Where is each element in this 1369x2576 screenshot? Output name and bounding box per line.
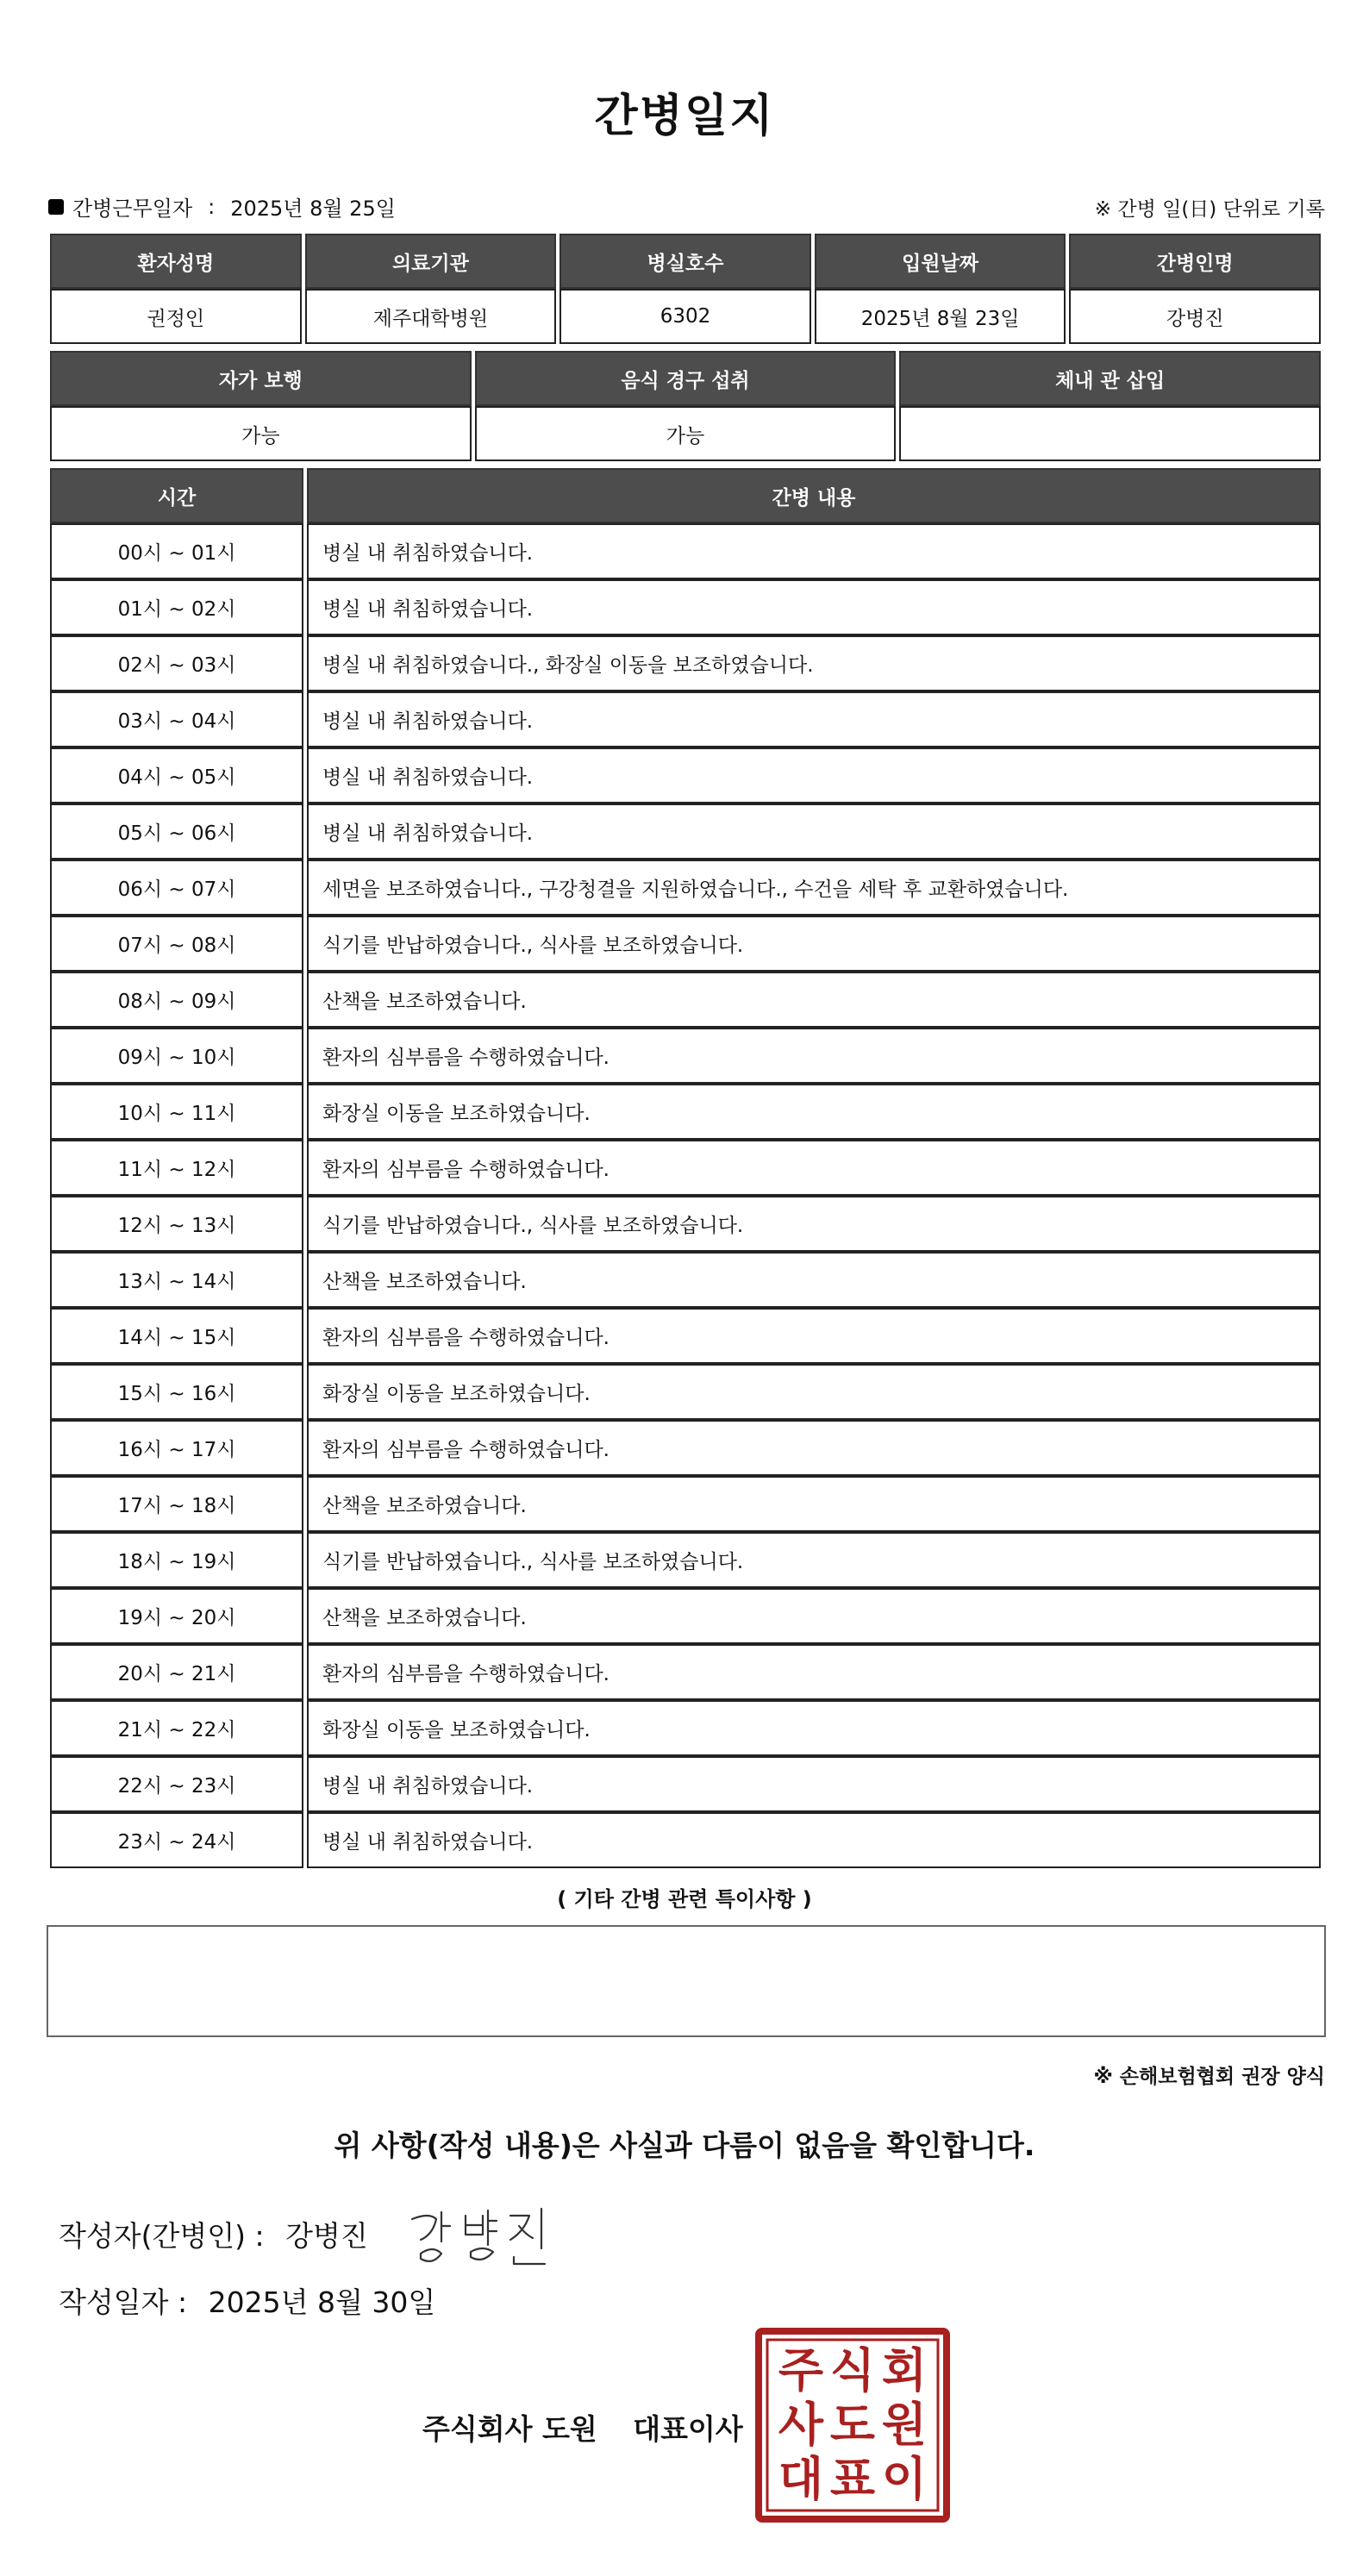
company-line — [422, 2407, 743, 2448]
handwritten-signature — [403, 2200, 559, 2269]
tube-insertion-value — [899, 406, 1321, 461]
work-date-separator: : — [208, 194, 216, 219]
log-content: 병실 내 취침하였습니다., 화장실 이동을 보조하였습니다. — [307, 635, 1321, 691]
log-time: 06시 ~ 07시 — [50, 860, 303, 916]
document-title: 간병일지 — [594, 91, 775, 142]
room-number: 6302 — [559, 289, 811, 344]
remarks-title: ( 기타 간병 관련 특이사항 ) — [557, 1887, 812, 1911]
caregiver-name: 강병진 — [1069, 289, 1321, 344]
admission-date: 2025년 8월 23일 — [815, 289, 1066, 344]
log-time: 00시 ~ 01시 — [50, 523, 303, 579]
table-row — [50, 803, 1321, 860]
patient-status-table — [47, 351, 1324, 461]
log-time: 08시 ~ 09시 — [50, 972, 303, 1028]
log-content: 병실 내 취침하였습니다. — [307, 747, 1321, 803]
log-content: 산책을 보조하였습니다. — [307, 972, 1321, 1028]
company-seal-stamp — [755, 2328, 950, 2523]
log-content: 환자의 심부름을 수행하였습니다. — [307, 1140, 1321, 1196]
table-row — [50, 1812, 1321, 1868]
table-row — [50, 1756, 1321, 1812]
header-patient-name: 환자성명 — [50, 234, 302, 289]
writer-label: 작성자(간병인) : — [59, 2219, 265, 2253]
table-row — [50, 1084, 1321, 1140]
log-content: 환자의 심부름을 수행하였습니다. — [307, 1420, 1321, 1476]
patient-name: 권정인 — [50, 289, 302, 344]
table-row — [50, 579, 1321, 635]
log-content: 산책을 보조하였습니다. — [307, 1588, 1321, 1644]
log-content: 식기를 반납하였습니다., 식사를 보조하였습니다. — [307, 1196, 1321, 1252]
writer-line — [59, 2214, 368, 2254]
table-row — [50, 1588, 1321, 1644]
log-content: 화장실 이동을 보조하였습니다. — [307, 1364, 1321, 1420]
log-time: 16시 ~ 17시 — [50, 1420, 303, 1476]
header-care-content: 간병 내용 — [307, 468, 1321, 523]
company-name: 주식회사 도원 — [422, 2412, 597, 2446]
log-time: 17시 ~ 18시 — [50, 1476, 303, 1532]
log-time: 20시 ~ 21시 — [50, 1644, 303, 1700]
log-content: 병실 내 취침하였습니다. — [307, 803, 1321, 860]
seal-character: 회 — [881, 2343, 928, 2398]
table-header-row — [50, 351, 1321, 406]
care-log-table — [47, 468, 1324, 1868]
written-date-value: 2025년 8월 30일 — [208, 2285, 436, 2319]
log-time: 12시 ~ 13시 — [50, 1196, 303, 1252]
seal-character: 표 — [829, 2452, 876, 2506]
written-date-label: 작성일자 : — [59, 2285, 188, 2319]
log-content: 산책을 보조하였습니다. — [307, 1476, 1321, 1532]
table-row — [50, 860, 1321, 916]
remarks-box — [47, 1925, 1326, 2037]
log-time: 23시 ~ 24시 — [50, 1812, 303, 1868]
log-time: 15시 ~ 16시 — [50, 1364, 303, 1420]
table-row — [50, 1476, 1321, 1532]
log-content: 식기를 반납하였습니다., 식사를 보조하였습니다. — [307, 1532, 1321, 1588]
confirmation-statement: 위 사항(작성 내용)은 사실과 다름이 없음을 확인합니다. — [334, 2129, 1035, 2162]
oral-intake-value: 가능 — [475, 406, 897, 461]
representative-title: 대표이사 — [633, 2412, 743, 2446]
self-walking-value: 가능 — [50, 406, 472, 461]
log-content: 병실 내 취침하였습니다. — [307, 1756, 1321, 1812]
form-note: ※ 손해보험협회 권장 양식 — [1093, 2066, 1325, 2088]
log-time: 10시 ~ 11시 — [50, 1084, 303, 1140]
seal-character: 주 — [778, 2343, 824, 2398]
log-content: 환자의 심부름을 수행하였습니다. — [307, 1028, 1321, 1084]
header-self-walking: 자가 보행 — [50, 351, 472, 406]
table-row — [50, 1140, 1321, 1196]
log-time: 13시 ~ 14시 — [50, 1252, 303, 1308]
work-date-value: 2025년 8월 25일 — [230, 197, 396, 221]
log-content: 화장실 이동을 보조하였습니다. — [307, 1700, 1321, 1756]
table-row — [50, 1700, 1321, 1756]
seal-character: 대 — [778, 2452, 824, 2506]
log-content: 병실 내 취침하였습니다. — [307, 691, 1321, 747]
header-hospital: 의료기관 — [305, 234, 557, 289]
table-row — [50, 1252, 1321, 1308]
table-row — [50, 747, 1321, 803]
seal-character: 원 — [881, 2398, 928, 2452]
log-content: 식기를 반납하였습니다., 식사를 보조하였습니다. — [307, 916, 1321, 972]
log-content: 환자의 심부름을 수행하였습니다. — [307, 1644, 1321, 1700]
log-content: 병실 내 취침하였습니다. — [307, 1812, 1321, 1868]
log-content: 환자의 심부름을 수행하였습니다. — [307, 1308, 1321, 1364]
table-row — [50, 1532, 1321, 1588]
log-content: 화장실 이동을 보조하였습니다. — [307, 1084, 1321, 1140]
table-row — [50, 406, 1321, 461]
log-content: 산책을 보조하였습니다. — [307, 1252, 1321, 1308]
log-time: 11시 ~ 12시 — [50, 1140, 303, 1196]
written-date-line — [59, 2280, 435, 2321]
seal-character: 사 — [778, 2398, 824, 2452]
seal-character: 도 — [829, 2398, 876, 2452]
table-row — [50, 523, 1321, 579]
log-time: 01시 ~ 02시 — [50, 579, 303, 635]
unit-note: ※ 간병 일(日) 단위로 기록 — [1094, 198, 1325, 221]
table-row — [50, 691, 1321, 747]
log-content: 세면을 보조하였습니다., 구강청결을 지원하였습니다., 수건을 세탁 후 교환하였습니다. — [307, 860, 1321, 916]
writer-name: 강병진 — [285, 2219, 368, 2253]
table-row — [50, 635, 1321, 691]
log-time: 19시 ~ 20시 — [50, 1588, 303, 1644]
hospital-name: 제주대학병원 — [305, 289, 557, 344]
header-admission-date: 입원날짜 — [815, 234, 1066, 289]
table-row — [50, 916, 1321, 972]
log-time: 05시 ~ 06시 — [50, 803, 303, 860]
table-row — [50, 972, 1321, 1028]
bullet-square-icon — [48, 199, 64, 215]
table-row — [50, 1028, 1321, 1084]
seal-character: 이 — [881, 2452, 928, 2506]
header-caregiver-name: 간병인명 — [1069, 234, 1321, 289]
table-row — [50, 1644, 1321, 1700]
header-oral-intake: 음식 경구 섭취 — [475, 351, 897, 406]
header-time: 시간 — [50, 468, 303, 523]
log-content: 병실 내 취침하였습니다. — [307, 579, 1321, 635]
log-time: 03시 ~ 04시 — [50, 691, 303, 747]
patient-info-table — [47, 234, 1324, 344]
table-row — [50, 1308, 1321, 1364]
log-time: 09시 ~ 10시 — [50, 1028, 303, 1084]
work-date-line — [48, 191, 396, 222]
table-header-row — [50, 468, 1321, 523]
log-time: 22시 ~ 23시 — [50, 1756, 303, 1812]
table-row — [50, 1196, 1321, 1252]
header-room-number: 병실호수 — [559, 234, 811, 289]
log-time: 02시 ~ 03시 — [50, 635, 303, 691]
work-date-label: 간병근무일자 — [72, 197, 193, 221]
header-tube-insertion: 체내 관 삽입 — [899, 351, 1321, 406]
table-header-row — [50, 234, 1321, 289]
log-time: 04시 ~ 05시 — [50, 747, 303, 803]
log-time: 18시 ~ 19시 — [50, 1532, 303, 1588]
care-log-body — [50, 523, 1321, 1868]
log-time: 07시 ~ 08시 — [50, 916, 303, 972]
log-time: 14시 ~ 15시 — [50, 1308, 303, 1364]
seal-character: 식 — [829, 2343, 876, 2398]
log-content: 병실 내 취침하였습니다. — [307, 523, 1321, 579]
log-time: 21시 ~ 22시 — [50, 1700, 303, 1756]
table-row — [50, 1364, 1321, 1420]
table-row — [50, 1420, 1321, 1476]
table-row — [50, 289, 1321, 344]
